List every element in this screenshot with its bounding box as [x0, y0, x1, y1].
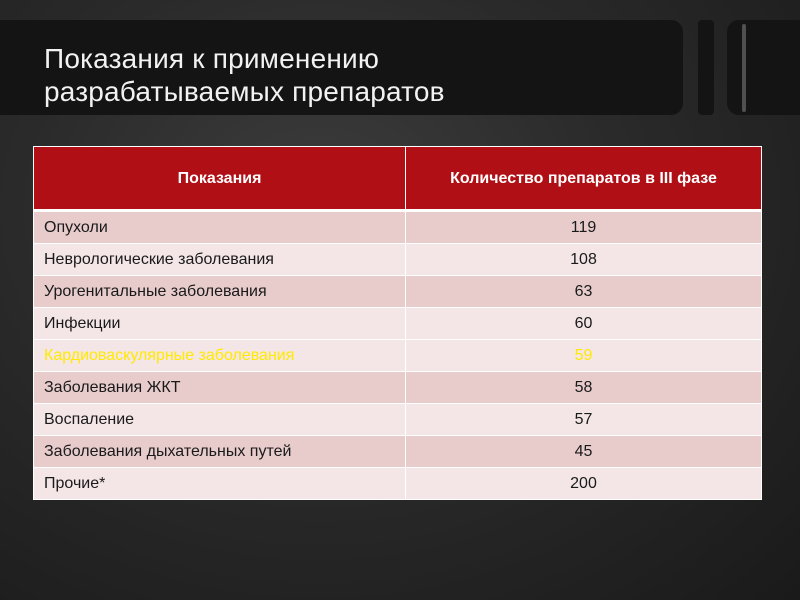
slide-title-line-2: разрабатываемых препаратов: [44, 76, 445, 107]
count-cell-highlighted: 59: [406, 340, 762, 372]
indication-cell: Заболевания дыхательных путей: [34, 436, 406, 468]
table-row: [34, 404, 762, 436]
column-header-indications: Показания: [34, 147, 406, 211]
table-header-row: [34, 147, 762, 211]
count-cell: 58: [406, 372, 762, 404]
count-cell: 200: [406, 468, 762, 500]
slide-title: [44, 42, 664, 108]
count-cell: 119: [406, 211, 762, 244]
indication-cell: Заболевания ЖКТ: [34, 372, 406, 404]
indications-table: [33, 146, 762, 500]
indication-cell: Воспаление: [34, 404, 406, 436]
table-row: [34, 244, 762, 276]
indication-cell: Опухоли: [34, 211, 406, 244]
indication-cell: Урогенитальные заболевания: [34, 276, 406, 308]
table-row: [34, 276, 762, 308]
count-cell: 45: [406, 436, 762, 468]
indication-cell-highlighted: Кардиоваскулярные заболевания: [34, 340, 406, 372]
count-cell: 60: [406, 308, 762, 340]
decorative-tab: [727, 20, 800, 115]
table-row: [34, 468, 762, 500]
indications-table-container: [33, 146, 761, 500]
count-cell: 63: [406, 276, 762, 308]
decorative-stripe: [742, 24, 746, 112]
decorative-bar: [698, 20, 714, 115]
count-cell: 57: [406, 404, 762, 436]
table-row: [34, 372, 762, 404]
slide-title-line-1: Показания к применению: [44, 43, 380, 74]
count-cell: 108: [406, 244, 762, 276]
table-row: [34, 211, 762, 244]
table-row: [34, 308, 762, 340]
table-row-highlighted: [34, 340, 762, 372]
table-row: [34, 436, 762, 468]
indication-cell: Неврологические заболевания: [34, 244, 406, 276]
indication-cell: Инфекции: [34, 308, 406, 340]
column-header-count: Количество препаратов в III фазе: [406, 147, 762, 211]
indication-cell: Прочие*: [34, 468, 406, 500]
